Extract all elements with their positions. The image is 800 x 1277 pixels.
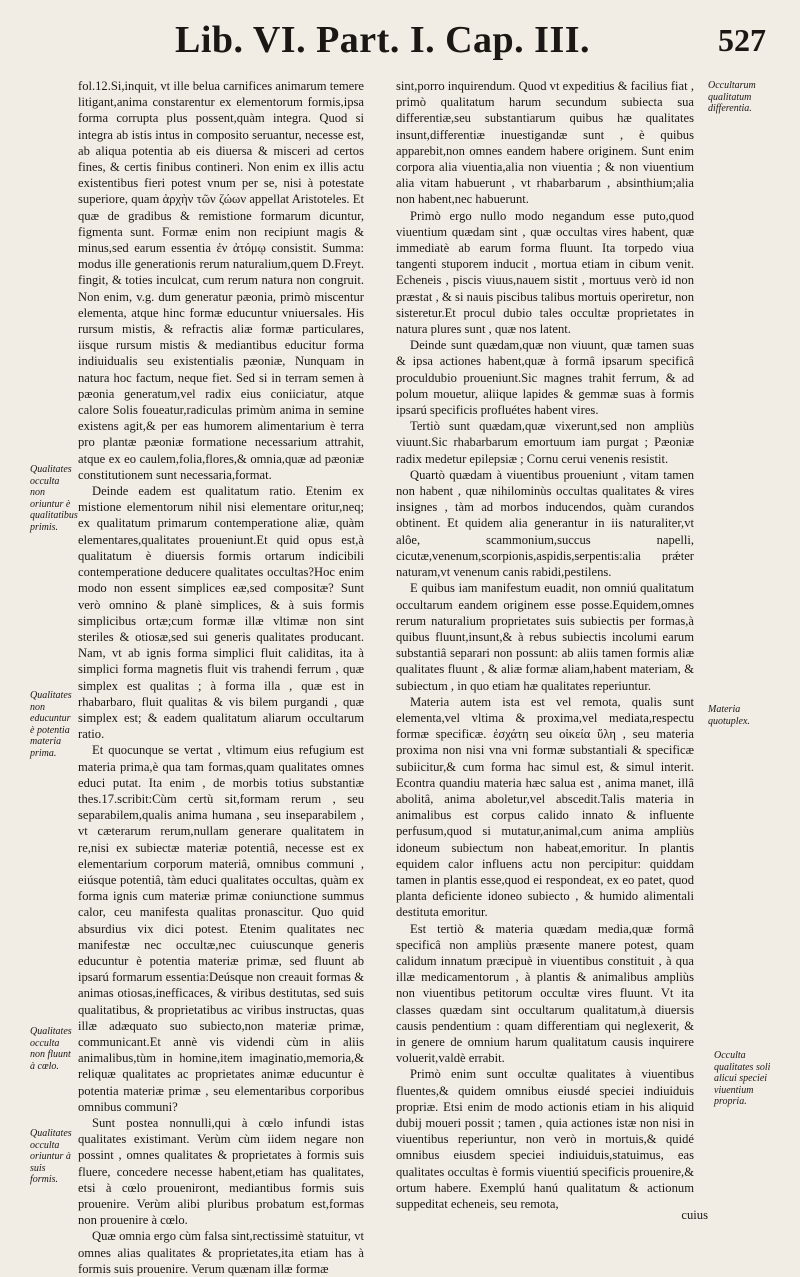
margin-note: Occultarum qualitatum differentia. xyxy=(708,80,756,114)
paragraph: Deinde eadem est qualitatum ratio. Etenim ex mistione elementorum nihil nisi elementare oritur,neq; ex qualitatum primarum contemperatione aliæ, quàm elementares,qualitates proueniunt.Et quid opus est,à qualitatum è diuersis formis ortarum indicibili contemperatione deducere qualitates occultas?Hoc enim modo non essent simplices eæ,sed compositæ? Sunt verò omnino & planè simplices, & à suis formis simplicibus ortæ;cum formæ illæ vltimæ non sint steriles & otiosæ,sed sui generis qualitates producant. Nam, vt ab ignis forma simplici fluit caliditas, ita à simplici forma magnetis fluit vis trahendi ferrum , quæ simplex est qualitas ; à forma illa , quæ est in rhabarbaro, fluit qualitas & vis bilem purgandi , quæ simplex est; & eadem qualitatum aliarum occultarum ratio. xyxy=(78,484,364,742)
paragraph: Quæ omnia ergo cùm falsa sint,rectissimè statuitur, vt omnes alias qualitates & proprietates,ita etiam has à formis suis prouenire. Verum quænam illæ formæ xyxy=(78,1229,364,1276)
paragraph: Tertiò sunt quædam,quæ vixerunt,sed non ampliùs viuunt.Sic rhabarbarum emortuum iam purgat ; Pæoniæ radix medetur epilepsiæ ; Cornu cerui venenis resistit. xyxy=(396,419,694,466)
paragraph: Primò ergo nullo modo negandum esse puto,quod viuentium quædam sint , quæ occultas vires habent, quæ immediatè ab earum forma fluunt. Ita torpedo viua tangenti stuporem inducit , mortua etiam in cibum venit. Echeneis , piscis viuus,nauem sistit , mortuus verò id non præstat , & si nauis piscibus talibus mortuis operiretur, non sisteretur.Et procul dubio tales occultæ proprietates in natura plures sunt , quæ nos latent. xyxy=(396,208,694,337)
margin-note: Qualitates occulta non oriuntur è qualitatibus primis. xyxy=(30,464,78,533)
column-gutter xyxy=(378,78,379,1208)
page-number: 527 xyxy=(718,22,766,58)
margin-note: Qualitates occulta oriuntur à suis formis. xyxy=(30,1128,72,1185)
paragraph: Quartò quædam à viuentibus proueniunt , vitam tamen non habent , quæ nihilominùs occultas qualitates & vires insignes , tàm ad morbos inducendos, quàm curandos obtinent. Et quidem alia generantur in iis naturaliter,vt alôe, scammonium,succus napelli, cicutæ,venenum,scorpionis,aspidis,serpentis:alia prǽter naturam,vt venenum canis rabidi,pestilens. xyxy=(396,467,694,580)
paragraph: Et quocunque se vertat , vltimum eius refugium est materia prima,è qua tam formas,quam qualitates omnes educi putat. Ita enim , de morbis totius substantiæ thes.17.scribit:Cùm certù sit,formam rerum , seu separabilem,qualis anima humana , seu inseparabilem , vt cæterarum rerum,nullam generare qualitatem in re,nisi ex subiectæ materiæ potentiâ, necesse est ex elementarium corporum materiâ, omnibus communi , eiúsque potentiâ, tàm educi qualitates occultas, quàm ex forma ignis cum materiæ primæ coniunctione summus calor, ceu manifesta qualitas pronascitur. Quo quid absurdius vix dici potest. Etenim qualitates nec manifestæ nec occultæ,nec cuiuscunque generis educuntur è potentia materiæ primæ, sed fluunt ab ipsarú formarum essentia:Deúsque non creauit formas & animas otiosas,inefficaces, & viribus destitutas, sed suis qualitatibus, & proprietatibus ac viribus instructas, quas illæ adæquato suo subiecto,non materiæ primæ, communicant.Et annè vis videndi cùm in aliis animalibus,tùm in homine,item imaginatio,memoria,& reliquæ qualitates ac proprietates animæ educuntur è potentia materiæ primæ , seu elementaribus corporibus omnibus communi? xyxy=(78,743,364,1114)
paragraph: sint,porro inquirendum. Quod vt expeditius & facilius fiat , primò qualitatum harum secundum subiecta sua differentiæ,seu substantiarum quibus hæ qualitates insunt,differentiæ inuestigandæ sunt , è quibus apparebit,non omnes eandem habere originem. Sunt enim corpora alia viuentia,alia non viuentia ; & non viuentium alia vitam habuerunt , vt rhabarbarum , absinthium;alia non habent,nec habuerunt. xyxy=(396,79,694,207)
page-header xyxy=(0,14,800,70)
paragraph: Sunt postea nonnulli,qui à cœlo infundi istas qualitates existimant. Verùm cùm iidem negare non possint , omnes qualitates & proprietates à formis suis fluere, concedere necesse habent,etiam has qualitates, etsi à cœlo proueniront, mediantibus formis suis prouenire. Verùm alibi pluribus probatum est,formas non prouenire à cœlo. xyxy=(78,1116,364,1228)
paragraph: fol.12.Si,inquit, vt ille belua carnifices animarum temere litigant,anima constarentur ex elementorum formis,ipsa forma corrupta plus possent,quàm integra. Quod si integra ab istis intus in composito seruantur, necesse est, ab aliqua potentia ab eis diuersa & misceri ad certos fines, & certis finibus contineri. Non enim ex illis actu existentibus fieri potest vnum per se, nisi à potestate superiore, quam ἀρχὴν τῶν ζώων appellat Aristoteles. Et quæ de gradibus & remistione formarum dicuntur, figmenta sunt. Formæ enim non recipiunt magis & minus,sed earum essentia ἐν ἀτόμῳ consistit. Summa: modus ille generationis rerum naturalium,quem D.Freyt. fingit, & toties inculcat, cum rerum natura non congruit. Non enim, v.g. dum generatur pæonia, primò miscentur elementa, atque hinc formæ educuntur vniuersales. His rursum mistis, & refractis aliæ formæ particulares, iisque rursum mistis & mediantibus educitur forma indiuidualis seu existentialis pæoniæ, Nunquam in natura hoc factum, neque fiet. Sed si in terram semen à pæonia generatum,vel radix eius coniiciatur, atque calore Solis foueatur,radiculas primùm anima in semine existens agit,& per eas humorem alimentarium è terra pro plantæ pæoniæ formatione necessarium attrahit, atque ex eo caulem,folia,flores,& omnia,quæ ad pæoniæ constitutionem sunt necessaria,format. xyxy=(78,79,364,482)
catchword: cuius xyxy=(681,1208,708,1222)
margin-note: Occulta qualitates soli alicui speciei viuentium propria. xyxy=(714,1050,771,1107)
margin-note: Materia quotuplex. xyxy=(708,704,750,727)
margin-note: Qualitates non educuntur è potentia materia prima. xyxy=(30,690,72,759)
paragraph: Deinde sunt quædam,quæ non viuunt, quæ tamen suas & ipsa actiones habent,quæ à formâ ipsarum specificâ proculdubio proueniunt.Sic magnes trahit ferrum, & ad polum mouetur, aliique lapides & gemmæ suas à formis ipsarú specificis profluétes habent vires. xyxy=(396,338,694,418)
paragraph: Primò enim sunt occultæ qualitates à viuentibus fluentes,& quidem omnibus eiusdé speciei indiuiduis propriæ. Etsi enim de modo actionis etiam in his aliquid dubij moueri possit ; tamen , quia actiones istæ non nisi in viuentibus reperiuntur, non verò in mortuis,& quidé omnibus eiusdem speciei indiuiduis,statuimus, eas qualitates occultas è formis viuentiú specificis prouenire,& ortum habere. Exemplú hanú qualitatum & actionum suppeditat echeneis, seu remota, xyxy=(396,1067,694,1212)
paragraph: Est tertiò & materia quædam media,quæ formâ specificâ non ampliùs præsente manere potest, quam calidum innatum præcipuè in viuentibus constituit , à qua illæ medicamentorum , à plantis & animalibus ampliùs non viuentibus petitorum occultæ vires fluunt. Vt ita classes quædam sint occultarum qualitatum,à diuersis causis pendentium : quam differentiam qui neglexerit, & in genere de omnium harum qualitatum causis inquirere voluerit,valdè errabit. xyxy=(396,921,694,1066)
paragraph: Materia autem ista est vel remota, qualis sunt elementa,vel vltima & proxima,vel mediata,respectu formæ specificæ. ἐσχάτη seu οἰκεία ὕλη , seu materia proxima non nisi vna vni formæ substantiali & specificæ subiicitur,& cum forma hac simul est, & simul interit. Econtra quandiu materia hæc salua est , anima manet, illâ abolitâ, anima aboletur,vel abscedit.Talis materia in animalibus est corpus calido innato & influente perfusum,quod si mutatur,animal,cum anima ampliùs idoneum subiectum non habeat,emoritur. In plantis equidem calor influens actu non percipitur: quiddam tamen in plantis esse,quod ei respondeat, ex eo patet, quod planta deficiente idoneo subiecto , & humido alimentali destituta emoritur. xyxy=(396,694,694,920)
paragraph: E quibus iam manifestum euadit, non omniú qualitatum occultarum eandem originem esse posse.Equidem,omnes rerum naturalium proprietates suis subiectis per formas,à quibus fluunt,insunt,& à rebus subiectis incolumi earum substantiâ separari non possunt: ab aliis tamen formis aliæ qualitates fluunt , & aliæ formæ aliam,habent materiam, & subiectum , in quo etiam hæ qualitates reperiuntur. xyxy=(396,581,694,693)
margin-note: Qualitates occulta non fluunt à cœlo. xyxy=(30,1026,72,1072)
right-column xyxy=(396,78,694,1218)
left-column xyxy=(78,78,364,1276)
running-head: Lib. VI. Part. I. Cap. III. xyxy=(175,19,591,61)
